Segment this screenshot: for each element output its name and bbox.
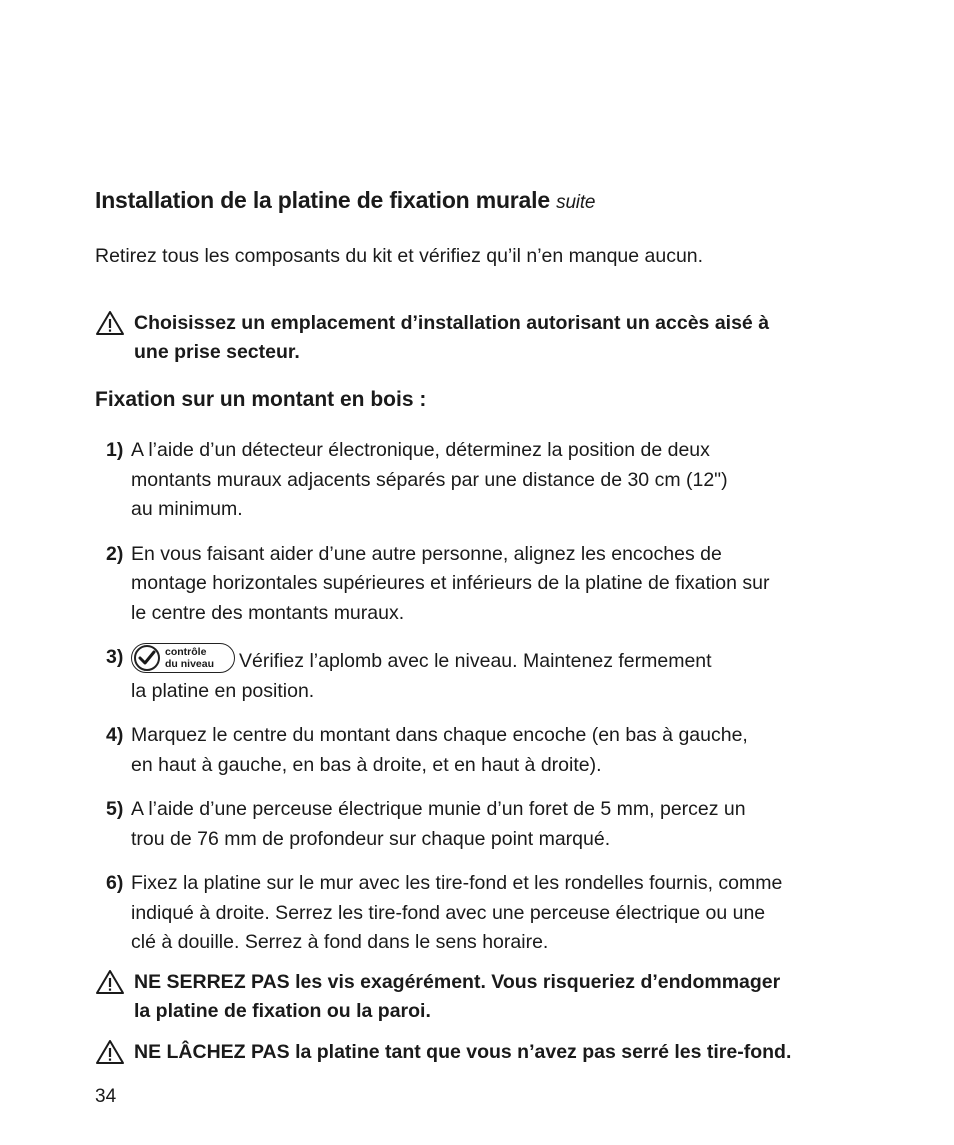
step-2 <box>106 540 866 629</box>
level-check-badge <box>131 643 235 673</box>
badge-line-2: du niveau <box>165 658 215 670</box>
step-number: 6) <box>106 872 124 894</box>
page-number: 34 <box>95 1086 117 1107</box>
step-4 <box>106 721 866 780</box>
step-line: indiqué à droite. Serrez les tire-fond avec une perceuse électrique ou une <box>131 901 766 924</box>
step-line: la platine en position. <box>131 679 315 702</box>
step-line: montants muraux adjacents séparés par une distance de 30 cm (12") <box>131 468 728 491</box>
step-number: 4) <box>106 724 124 746</box>
title-text: Installation de la platine de fixation murale <box>95 187 550 213</box>
step-line: Marquez le centre du montant dans chaque encoche (en bas à gauche, <box>131 724 748 746</box>
step-line: Fixez la platine sur le mur avec les tire-fond et les rondelles fournis, comme <box>131 872 783 894</box>
step-line: le centre des montants muraux. <box>131 601 405 624</box>
warning-line: la platine de fixation ou la paroi. <box>134 1000 431 1022</box>
check-level-icon <box>134 645 160 671</box>
warning-top-line-2: une prise secteur. <box>134 341 300 363</box>
badge-label <box>165 646 214 670</box>
title-suffix: suite <box>556 192 596 213</box>
step-line: au minimum. <box>131 498 243 520</box>
warning-top-line-1: Choisissez un emplacement d’installation autorisant un accès aisé à <box>134 312 770 334</box>
step-line: A l’aide d’une perceuse électrique munie d’un foret de 5 mm, percez un <box>131 798 746 820</box>
badge-line-1: contrôle <box>165 646 207 658</box>
step-6 <box>106 869 866 958</box>
step-number: 1) <box>106 439 124 461</box>
warning-line: NE SERREZ PAS les vis exagérément. Vous risqueriez d’endommager <box>134 971 781 993</box>
step-line: Vérifiez l’aplomb avec le niveau. Maintenez fermement <box>239 650 712 672</box>
step-line: clé à douille. Serrez à fond dans le sens horaire. <box>131 931 549 953</box>
warning-triangle-icon <box>95 310 125 336</box>
step-number: 2) <box>106 542 124 565</box>
step-line: En vous faisant aider d’une autre personne, alignez les encoches de <box>131 542 722 565</box>
step-line-with-badge <box>131 643 866 677</box>
step-3 <box>106 643 866 706</box>
section-title <box>95 187 595 214</box>
warning-top <box>95 309 769 367</box>
intro-text: Retirez tous les composants du kit et vérifiez qu’il n’en manque aucun. <box>95 245 704 267</box>
step-line: en haut à gauche, en bas à droite, et en haut à droite). <box>131 753 602 776</box>
step-number: 5) <box>106 798 124 820</box>
step-line: A l’aide d’un détecteur électronique, déterminez la position de deux <box>131 439 710 461</box>
subheading: Fixation sur un montant en bois : <box>95 388 427 411</box>
warning-triangle-icon <box>95 969 125 995</box>
step-number: 3) <box>106 646 124 668</box>
steps-list <box>106 436 866 958</box>
step-1 <box>106 436 866 525</box>
step-5 <box>106 795 866 854</box>
page <box>95 0 865 1145</box>
step-line: trou de 76 mm de profondeur sur chaque point marqué. <box>131 827 611 850</box>
step-line: montage horizontales supérieures et inférieurs de la platine de fixation sur <box>131 572 770 594</box>
warning-overtighten <box>95 968 780 1026</box>
warning-release <box>95 1038 791 1067</box>
warning-line: NE LÂCHEZ PAS la platine tant que vous n’avez pas serré les tire-fond. <box>134 1041 792 1063</box>
warning-triangle-icon <box>95 1039 125 1065</box>
